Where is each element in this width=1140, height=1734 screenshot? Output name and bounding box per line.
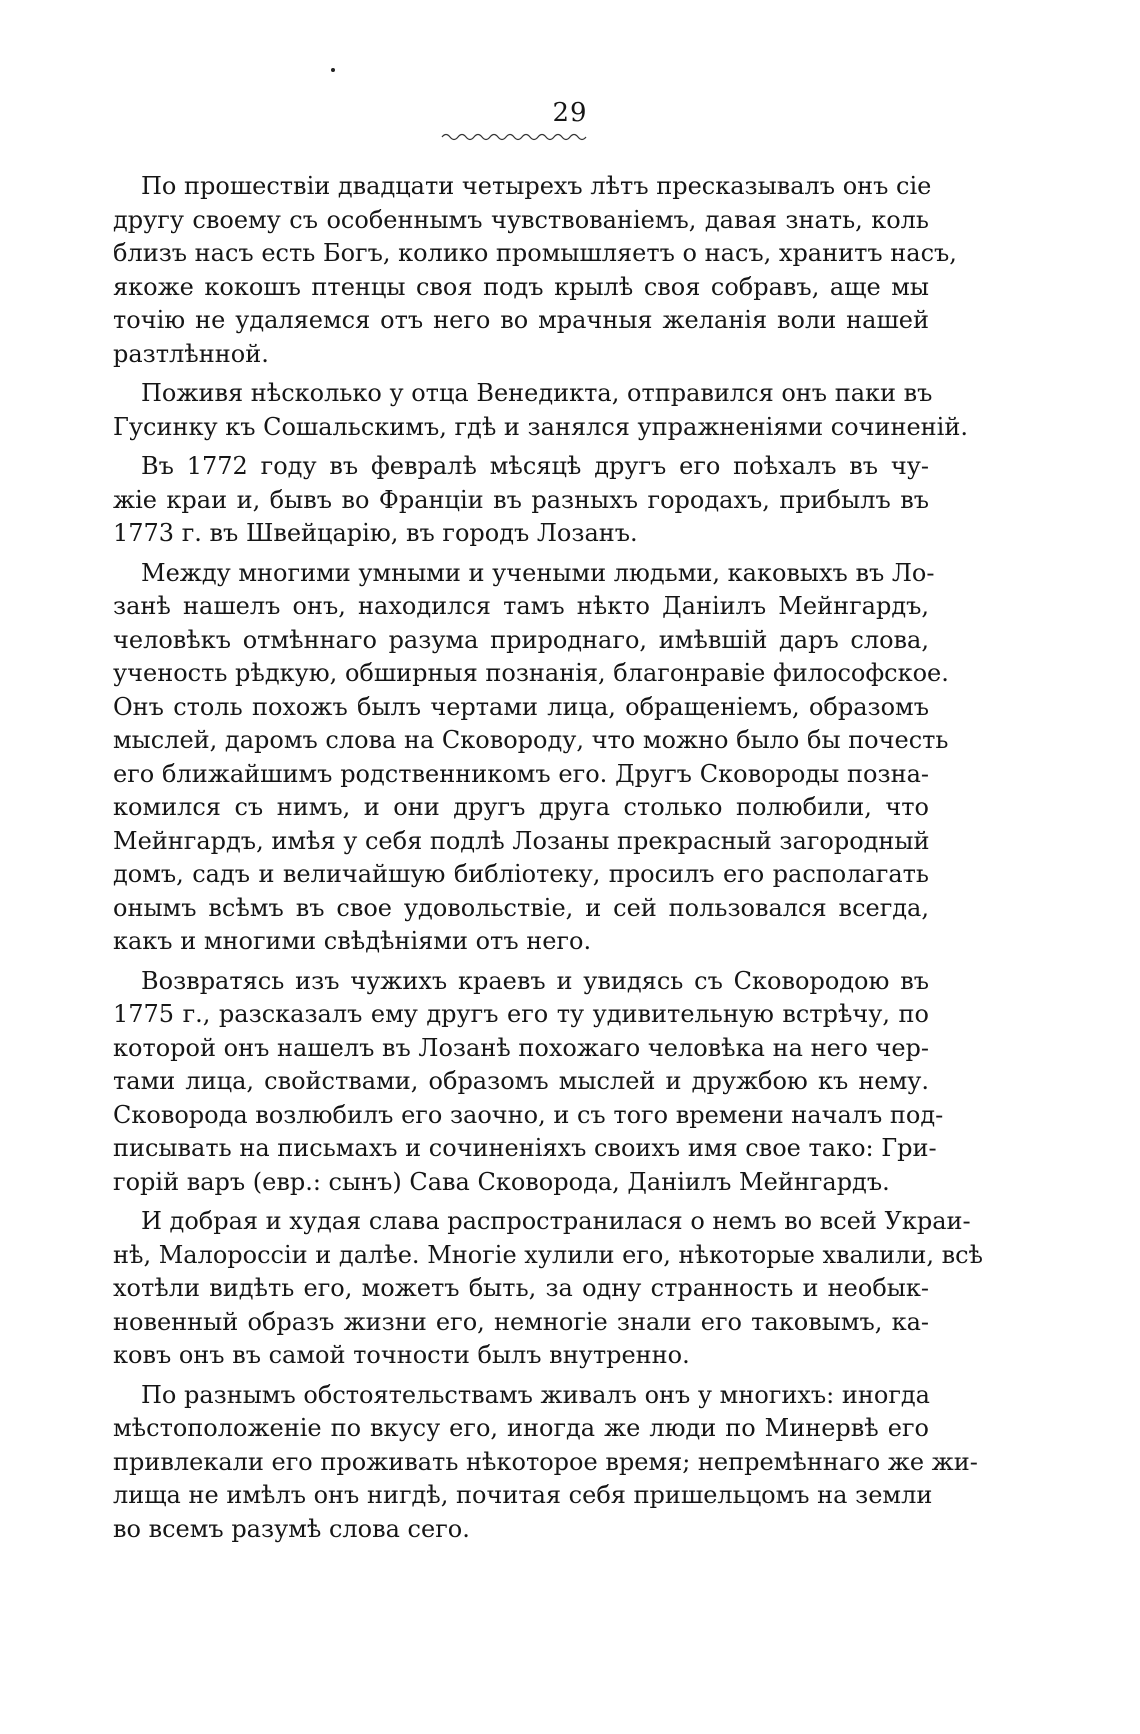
text-line: ученость рѣдкую, обширныя познанія, благонравіе философское.: [113, 659, 949, 687]
text-line: тами лица, свойствами, образомъ мыслей и дружбою къ нему.: [113, 1067, 929, 1095]
paragraph: [113, 450, 929, 551]
ink-speck: [331, 68, 335, 72]
text-line: Онъ столь похожъ былъ чертами лица, обращеніемъ, образомъ: [113, 692, 929, 721]
text-line: хотѣли видѣть его, можетъ быть, за одну странность и необык-: [113, 1274, 929, 1302]
text-line: которой онъ нашелъ въ Лозанѣ похожаго человѣка на него чер-: [113, 1033, 929, 1062]
text-line: комился съ нимъ, и они другъ друга столько полюбили, что: [113, 793, 929, 821]
text-line: мыслей, даромъ слова на Сковороду, что можно было бы почесть: [113, 726, 949, 754]
text-line: ковъ онъ въ самой точности былъ внутренно.: [113, 1341, 690, 1369]
text-line: новенный образъ жизни его, немногіе знали его таковымъ, ка-: [113, 1307, 929, 1336]
text-line: писывать на письмахъ и сочиненіяхъ своихъ имя свое тако: Гри-: [113, 1134, 937, 1162]
page-number-ornament: [440, 130, 590, 144]
text-line: во всемъ разумѣ слова сего.: [113, 1514, 470, 1543]
text-line: Возвратясь изъ чужихъ краевъ и увидясь съ Сковородою въ: [141, 966, 929, 995]
text-line: занѣ нашелъ онъ, находился тамъ нѣкто Даніилъ Мейнгардъ,: [113, 592, 929, 620]
page-number: 29: [552, 98, 588, 128]
paragraph: [113, 170, 957, 371]
text-line: И добрая и худая слава распространилася о немъ во всей Украи-: [141, 1207, 971, 1235]
text-line: точію не удаляемся отъ него во мрачныя желанія воли нашей: [113, 306, 929, 334]
paragraph: [113, 965, 944, 1200]
paragraph: [113, 557, 949, 959]
text-line: Поживя нѣсколько у отца Венедикта, отправился онъ паки въ: [141, 379, 933, 407]
text-body: [113, 170, 984, 1552]
text-line: Гусинку къ Сошальскимъ, гдѣ и занялся упражненіями сочиненій.: [113, 412, 968, 441]
text-line: мѣстоположеніе по вкусу его, иногда же люди по Минервѣ его: [113, 1414, 929, 1442]
text-line: лища не имѣлъ онъ нигдѣ, почитая себя пришельцомъ на земли: [113, 1481, 933, 1509]
text-line: Въ 1772 году въ февралѣ мѣсяцѣ другъ его поѣхалъ въ чу-: [141, 452, 929, 480]
text-line: 1773 г. въ Швейцарію, въ городъ Лозанъ.: [113, 519, 638, 547]
text-line: привлекали его проживать нѣкоторое время; непремѣннаго же жи-: [113, 1447, 978, 1476]
paragraph: [113, 377, 968, 444]
text-line: Сковорода возлюбилъ его заочно, и съ того времени началъ под-: [113, 1100, 944, 1129]
text-line: якоже кокошъ птенцы своя подъ крылѣ своя собравъ, аще мы: [113, 272, 929, 301]
text-line: Между многими умными и учеными людьми, каковыхъ въ Ло-: [141, 558, 935, 587]
text-line: его ближайшимъ родственникомъ его. Другъ Сковороды позна-: [113, 759, 929, 788]
text-line: человѣкъ отмѣннаго разума природнаго, имѣвшій даръ слова,: [113, 625, 929, 654]
text-line: нѣ, Малороссіи и далѣе. Многіе хулили его, нѣкоторые хвалили, всѣ: [113, 1240, 984, 1269]
text-line: По прошествіи двадцати четырехъ лѣтъ пресказывалъ онъ сіе: [141, 172, 932, 200]
paragraph: [113, 1379, 978, 1547]
text-line: жіе краи и, бывъ во Франціи въ разныхъ городахъ, прибылъ въ: [113, 485, 929, 514]
text-line: Мейнгардъ, имѣя у себя подлѣ Лозаны прекрасный загородный: [113, 826, 930, 855]
text-line: близъ насъ есть Богъ, колико промышляетъ о насъ, хранитъ насъ,: [113, 239, 957, 267]
text-line: онымъ всѣмъ въ свое удовольствіе, и сей пользовался всегда,: [113, 893, 929, 922]
text-line: домъ, садъ и величайшую библіотеку, просилъ его располагать: [113, 860, 929, 888]
text-line: разтлѣнной.: [113, 339, 269, 368]
text-line: горій варъ (евр.: сынъ) Сава Сковорода, Даніилъ Мейнгардъ.: [113, 1167, 890, 1196]
text-line: какъ и многими свѣдѣніями отъ него.: [113, 927, 592, 955]
paragraph: [113, 1205, 984, 1373]
text-line: По разнымъ обстоятельствамъ живалъ онъ у многихъ: иногда: [141, 1380, 930, 1409]
text-line: другу своему съ особеннымъ чувствованіемъ, давая знать, коль: [113, 205, 929, 234]
text-line: 1775 г., разсказалъ ему другъ его ту удивительную встрѣчу, по: [113, 1000, 929, 1028]
